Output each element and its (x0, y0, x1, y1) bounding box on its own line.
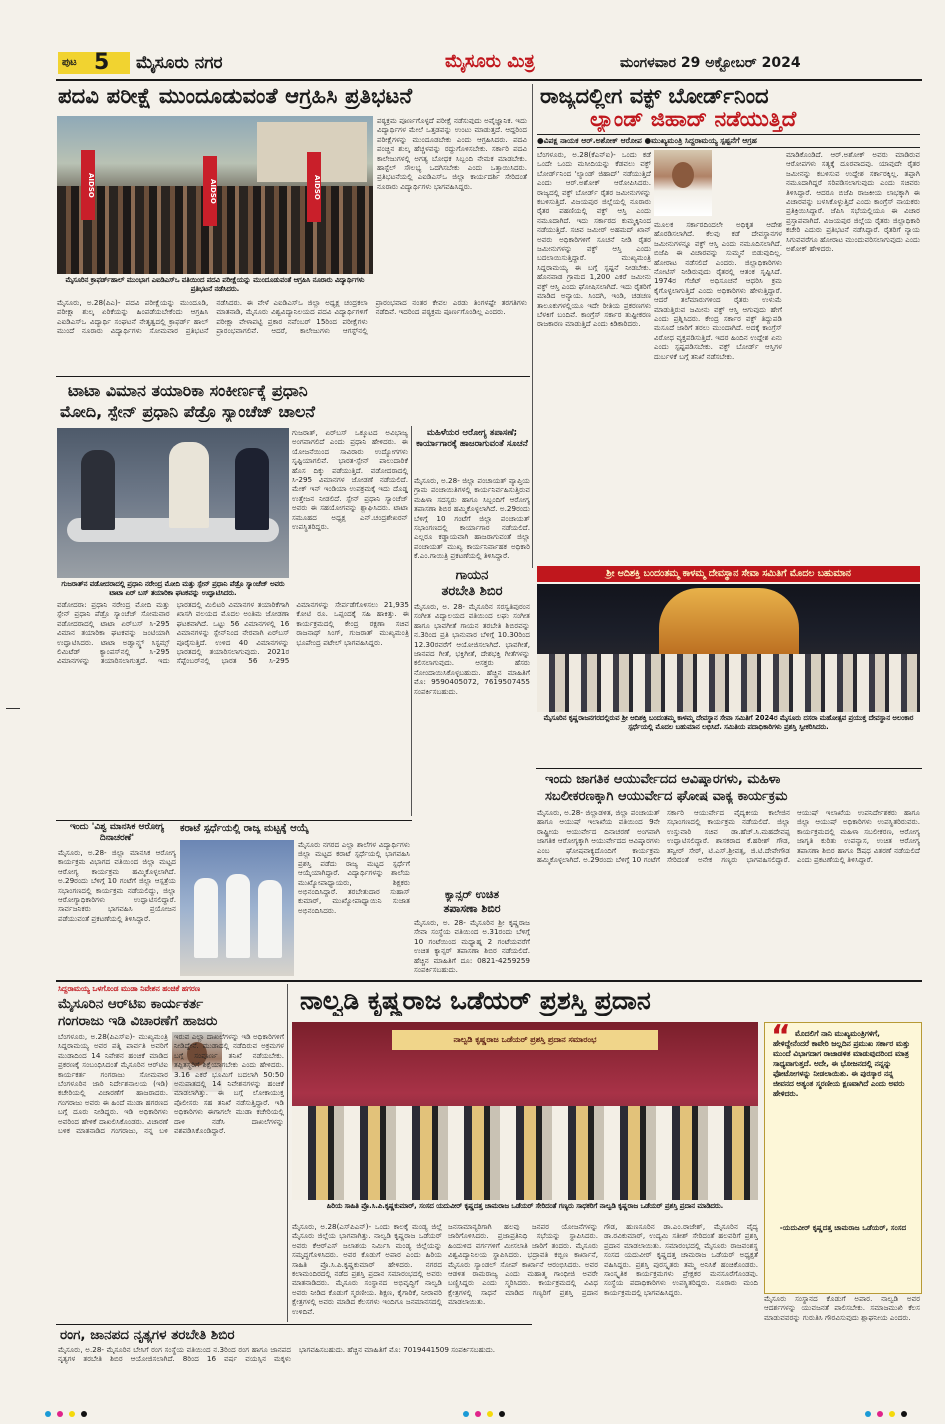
headline-muda-2: ಗಂಗರಾಜು ಇಡಿ ವಿಚಾರಣೆಗೆ ಹಾಜರು (58, 1013, 218, 1029)
person-right (235, 448, 269, 530)
person-left (81, 450, 115, 530)
divider-right-tata (411, 426, 412, 816)
waqf-col-3: ಮಾಡಿಕೊಂಡಿದೆ. ಆರ್.ಅಶೋಕ್ ಅವರು ಮಾಡಿರುವ ಆರೋಪಗಳು ಸತ್ಯಕ್ಕೆ ದೂರವಾದವು. ಯಾವುದೇ ರೈತರ ಜಮೀನನ್ನು ಕಬಳಿಸುವ ಉದ್ದೇಶ ಸರ್ಕಾರಕ್ಕಿಲ್ಲ. ತಪ್ಪಾಗಿ ನಮೂದಾಗಿದ್ದರೆ ಸರಿಪಡಿಸಲಾಗುವುದು ಎಂದು ಸಚಿವರು ತಿಳಿಸಿದ್ದಾರೆ. ಆದರೂ ಬಿಜೆಪಿ ರಾಜಕೀಯ ಲಾಭಕ್ಕಾಗಿ ಈ ವಿಚಾರವನ್ನು ಬಳಸಿಕೊಳ್ಳುತ್ತಿದೆ ಎಂದು ಕಾಂಗ್ರೆಸ್ ನಾಯಕರು ಪ್ರತಿಕ್ರಿಯಿಸಿದ್ದಾರೆ. ಜೆಪಿಸಿ ಸಭೆಯಲ್ಲಿಯೂ ಈ ವಿಚಾರ ಪ್ರಸ್ತಾಪವಾಗಿದೆ. ವಿಜಯಪುರ ಜಿಲ್ಲೆಯ ರೈತರು ಜಿಲ್ಲಾಧಿಕಾರಿ ಕಚೇರಿ ಎದುರು ಪ್ರತಿಭಟನೆ ನಡೆಸಿದ್ದಾರೆ. ರೈತರಿಗೆ ನ್ಯಾಯ ಸಿಗುವವರೆಗೂ ಹೋರಾಟ ಮುಂದುವರಿಸಲಾಗುವುದು ಎಂದು ಅಶೋಕ್ ಹೇಳಿದರು. (786, 150, 920, 254)
headline-singing-2: ತರಬೇತಿ ಶಿಬಿರ (441, 584, 503, 599)
ashok-face (672, 162, 694, 188)
column-divider (532, 84, 533, 568)
cancer-camp-body: ಮೈಸೂರು, ಅ. 28- ಮೈಸೂರಿನ ಶ್ರೀ ಕೃಷ್ಣರಾಜ ಸೇವಾ ಸಂಸ್ಥೆಯ ವತಿಯಿಂದ ಅ.31ರಂದು ಬೆಳಿಗ್ಗೆ 10 ಗಂಟೆಯಿಂದ ಮಧ್ಯಾಹ್ನ 2 ಗಂಟೆಯವರೆಗೆ ಉಚಿತ ಕ್ಯಾನ್ಸರ್ ತಪಾಸಣಾ ಶಿಬಿರ ನಡೆಯಲಿದೆ. ಹೆಚ್ಚಿನ ಮಾಹಿತಿಗೆ ದೂ: 0821-4259259 ಸಂಪರ್ಕಿಸಬಹುದು. (414, 918, 530, 975)
nalvadi-stage-banner: ನಾಲ್ವಡಿ ಕೃಷ್ಣರಾಜ ಒಡೆಯರ್ ಪ್ರಶಸ್ತಿ ಪ್ರದಾನ ಸಮಾರಂಭ (392, 1030, 658, 1050)
headline-ayurveda-2: ಸಬಲೀಕರಣಕ್ಕಾಗಿ ಆಯುರ್ವೇದ ಘೋಷ ವಾಕ್ಯ ಕಾರ್ಯಕ್ರಮ (545, 789, 788, 804)
protest-sign-3: AIDSO (307, 152, 321, 222)
masthead (50, 50, 920, 78)
headline-cancer-1: ಕ್ಯಾನ್ಸರ್ ಉಚಿತ (444, 888, 500, 901)
karate-kid-1 (194, 878, 218, 958)
edition-date: ಮಂಗಳವಾರ 29 ಅಕ್ಟೋಬರ್ 2024 (620, 55, 801, 71)
muda-body: ಬೆಂಗಳೂರು, ಅ.28(ಪಿಎಸ್‌ಐ)- ಮುಖ್ಯಮಂತ್ರಿ ಸಿದ್ದರಾಮಯ್ಯ ಅವರ ಪತ್ನಿ ಪಾರ್ವತಿ ಅವರಿಗೆ ಮುಡಾದಿಂದ 14 ನಿವೇಶನ ಹಂಚಿಕೆ ಮಾಡಿದ ಪ್ರಕರಣಕ್ಕೆ ಸಂಬಂಧಿಸಿದಂತೆ ಮೈಸೂರಿನ ಆರ್‌ಟಿಐ ಕಾರ್ಯಕರ್ತ ಗಂಗರಾಜು ಸೋಮವಾರ ಬೆಂಗಳೂರಿನ ಜಾರಿ ನಿರ್ದೇಶನಾಲಯ (ಇಡಿ) ಕಚೇರಿಯಲ್ಲಿ ವಿಚಾರಣೆಗೆ ಹಾಜರಾದರು. ಗಂಗರಾಜು ಅವರು ಈ ಹಿಂದೆ ಮುಡಾ ಹಗರಣದ ಬಗ್ಗೆ ದೂರು ನೀಡಿದ್ದರು. ಇಡಿ ಅಧಿಕಾರಿಗಳು ಅವರಿಂದ ಹೇಳಿಕೆ ದಾಖಲಿಸಿಕೊಂಡರು. ವಿಚಾರಣೆ ಬಳಿಕ ಮಾತನಾಡಿದ ಗಂಗರಾಜು, ನನ್ನ ಬಳಿ ಇರುವ ಎಲ್ಲಾ ದಾಖಲೆಗಳನ್ನು ಇಡಿ ಅಧಿಕಾರಿಗಳಿಗೆ ನೀಡಿದ್ದೇನೆ. ಮುಡಾದಲ್ಲಿ ನಡೆದಿರುವ ಅಕ್ರಮಗಳ ಬಗ್ಗೆ ಸಂಪೂರ್ಣ ತನಿಖೆ ನಡೆಯಬೇಕು. ತಪ್ಪಿತಸ್ಥರಿಗೆ ಶಿಕ್ಷೆಯಾಗಬೇಕು ಎಂದು ಹೇಳಿದರು. 3.16 ಎಕರೆ ಭೂಮಿಗೆ ಬದಲಾಗಿ 50:50 ಅನುಪಾತದಲ್ಲಿ 14 ನಿವೇಶನಗಳನ್ನು ಹಂಚಿಕೆ ಮಾಡಲಾಗಿತ್ತು. ಈ ಬಗ್ಗೆ ಲೋಕಾಯುಕ್ತ ಪೊಲೀಸರು ಸಹ ತನಿಖೆ ನಡೆಸುತ್ತಿದ್ದಾರೆ. ಇಡಿ ಅಧಿಕಾರಿಗಳು ಈಗಾಗಲೇ ಮುಡಾ ಕಚೇರಿಯಲ್ಲಿ ದಾಳಿ ನಡೆಸಿ ದಾಖಲೆಗಳನ್ನು ವಶಪಡಿಸಿಕೊಂಡಿದ್ದಾರೆ. (58, 1032, 284, 1136)
singing-camp-body: ಮೈಸೂರು, ಅ. 28- ಮೈಸೂರಿನ ಸರಸ್ವತಿಪುರಂನ ಸಂಗೀತ ವಿದ್ಯಾಲಯದ ವತಿಯಿಂದ ಲಘು ಸಂಗೀತ ಹಾಗೂ ಭಾವಗೀತೆ ಗಾಯನ ತರಬೇತಿ ಶಿಬಿರವನ್ನು ನ.3ರಿಂದ ಪ್ರತಿ ಭಾನುವಾರ ಬೆಳಿಗ್ಗೆ 10.30ರಿಂದ 12.30ರವರೆಗೆ ಆಯೋಜಿಸಲಾಗಿದೆ. ಭಾವಗೀತೆ, ಜಾನಪದ ಗೀತೆ, ಭಕ್ತಿಗೀತೆ, ದೇಶಭಕ್ತಿ ಗೀತೆಗಳನ್ನು ಕಲಿಸಲಾಗುವುದು. ಆಸಕ್ತರು ಹೆಸರು ನೋಂದಾಯಿಸಿಕೊಳ್ಳಬಹುದು. ಹೆಚ್ಚಿನ ಮಾಹಿತಿಗೆ ಮೊ: 9590405072, 7619507455 ಸಂಪರ್ಕಿಸಬಹುದು. (414, 602, 530, 696)
divider-nalvadi (287, 984, 288, 1322)
headline-singing-1: ಗಾಯನ (455, 568, 489, 583)
karate-kid-2 (226, 874, 250, 958)
karate-body: ಮೈಸೂರು ನಗರದ ಎಲ್ಲಾ ಶಾಲೆಗಳ ವಿದ್ಯಾರ್ಥಿಗಳು ಜಿಲ್ಲಾ ಮಟ್ಟದ ಕರಾಟೆ ಸ್ಪರ್ಧೆಯಲ್ಲಿ ಭಾಗವಹಿಸಿ ಪ್ರಶಸ್ತಿ ಪಡೆದು ರಾಜ್ಯ ಮಟ್ಟದ ಸ್ಪರ್ಧೆಗೆ ಆಯ್ಕೆಯಾಗಿದ್ದಾರೆ. ವಿದ್ಯಾರ್ಥಿಗಳನ್ನು ಶಾಲೆಯ ಮುಖ್ಯೋಪಾಧ್ಯಾಯರು, ಶಿಕ್ಷಕರು ಅಭಿನಂದಿಸಿದ್ದಾರೆ. ತರಬೇತುದಾರ ಸುಹಾಸ್ ಕುಮಾರ್, ಮುಖ್ಯೋಪಾಧ್ಯಾಯಿನಿ ಸುಜಾತ ಅಭಿನಂದಿಸಿದರು. (298, 840, 410, 915)
exam-protest-sidebar: ಪಠ್ಯಕ್ರಮ ಪೂರ್ಣಗೊಳ್ಳದೆ ಪರೀಕ್ಷೆ ನಡೆಸುವುದು ಅವೈಜ್ಞಾನಿಕ. ಇದು ವಿದ್ಯಾರ್ಥಿಗಳ ಮೇಲೆ ಒತ್ತಡವನ್ನು ಉಂಟು ಮಾಡುತ್ತದೆ. ಆದ್ದರಿಂದ ಪರೀಕ್ಷೆಗಳನ್ನು ಮುಂದೂಡಬೇಕು ಎಂದು ಆಗ್ರಹಿಸಿದರು. ಪದವಿ ಪಂಚ್ಚಿನ ಶುಲ್ಕ ಹೆಚ್ಚಳವನ್ನು ರದ್ದುಗೊಳಿಸಬೇಕು. ಸರ್ಕಾರಿ ಪದವಿ ಕಾಲೇಜುಗಳಲ್ಲಿ ಅಗತ್ಯ ಬೋಧಕ ಸಿಬ್ಬಂದಿ ನೇಮಕ ಮಾಡಬೇಕು. ಹಾಸ್ಟೆಲ್ ಸೌಲಭ್ಯ ಒದಗಿಸಬೇಕು ಎಂದು ಒತ್ತಾಯಿಸಿದರು. ಪ್ರತಿಭಟನೆಯಲ್ಲಿ ಎಐಡಿಎಸ್‌ಒ ಜಿಲ್ಲಾ ಕಾರ್ಯದರ್ಶಿ ಸೇರಿದಂತೆ ನೂರಾರು ವಿದ್ಯಾರ್ಥಿಗಳು ಭಾಗವಹಿಸಿದ್ದರು. (377, 116, 527, 191)
nalvadi-quote-author: -ಯದುವೀರ್ ಕೃಷ್ಣದತ್ತ ಚಾಮರಾಜ ಒಡೆಯರ್, ಸಂಸದ (779, 1223, 907, 1232)
karate-photo (180, 840, 294, 976)
protest-sign-2: AIDSO (203, 156, 217, 226)
page-number-box (58, 52, 130, 74)
headline-mental-health: ಇಂದು 'ವಿಶ್ವ ಮಾನಸಿಕ ಆರೋಗ್ಯ ದಿನಾಚರಣೆ' (69, 822, 165, 843)
rule-before-mental (56, 820, 412, 821)
nalvadi-quote-box (764, 1019, 922, 1294)
protest-caption: ಮೈಸೂರಿನ ಕ್ರಾಫರ್ಡ್‌ಹಾಲ್ ಮುಂಭಾಗ ಎಐಡಿಎಸ್‌ಒ ವತಿಯಿಂದ ಪದವಿ ಪರೀಕ್ಷೆಯನ್ನು ಮುಂದೂಡುವಂತೆ ಆಗ್ರಹಿಸಿ ನೂರಾರು ವಿದ್ಯಾರ್ಥಿಗಳು ಪ್ರತಿಭಟನೆ ನಡೆಸಿದರು. (65, 276, 365, 293)
nalvadi-caption: ಹಿರಿಯ ಸಾಹಿತಿ ಪ್ರೊ.ಸಿ.ಪಿ.ಕೃಷ್ಣಕುಮಾರ್, ಸಂಸದ ಯದುವೀರ್ ಕೃಷ್ಣದತ್ತ ಚಾಮರಾಜ ಒಡೆಯರ್ ಸೇರಿದಂತೆ ಗಣ್ಯರು ಸಾಧಕರಿಗೆ ನಾಲ್ವಡಿ ಕೃಷ್ಣರಾಜ ಒಡೆಯರ್ ಪ್ರಶಸ್ತಿ ಪ್ರದಾನ ಮಾಡಿದರು. (326, 1202, 724, 1210)
tata-caption: ಗುಜರಾತ್‌ನ ವಡೋದರಾದಲ್ಲಿ ಪ್ರಧಾನಿ ನರೇಂದ್ರ ಮೋದಿ ಮತ್ತು ಸ್ಪೇನ್ ಪ್ರಧಾನಿ ಪೆಡ್ರೊ ಸ್ಯಾಂಚೆಜ್ ಅವರು ಟಾಟಾ ಏರ್ ಬಸ್ ತಯಾರಿಕಾ ಘಟಕವನ್ನು ಉದ್ಘಾಟಿಸಿದರು. (61, 580, 285, 597)
waqf-kicker: ●ವಿಪಕ್ಷ ನಾಯಕ ಆರ್.ಅಶೋಕ್ ಆರೋಪ ●ಮುಖ್ಯಮಂತ್ರಿ ಸಿದ್ದರಾಮಯ್ಯ ಸ್ಪಷ್ಟನೆಗೆ ಆಗ್ರಹ (537, 134, 920, 148)
nalvadi-quote-text: ಮೊದಲಿಗೆ ನಾನಿ ಮುಖ್ಯಮಂತ್ರಿಗಳಿಗೆ, ಹೇಳಿದ್ದೇನೆಂದರೆ ಕಾವೇರಿ ಜಲ್ಲದಿನ ಪ್ರಮುಖ ಸರ್ಕಾರ ಮತ್ತು ಮುಂದೆ ವಿಭಾಗದಾಗ ರಾಜಾಡಳಿತ ಮಾಡುವುದರಿಂದ ಮಾತ್ರ ಸಾಧ್ಯವಾಗುತ್ತದೆ. ಅದೇ, ಈ ಭೋಜನದಲ್ಲಿ ನನ್ನನ್ನು ಫೋಟೋಗಳನ್ನು ನೀಡಲಾಯಿತು. ಈ ಪುರಸ್ಕಾರ ನನ್ನ ಜೀವನದ ಅತ್ಯಂತ ಸ್ಮರಣೀಯ ಕ್ಷಣವಾಗಿದೆ ಎಂದು ಅವರು ಹೇಳಿದರು. (773, 1029, 910, 1098)
headline-exam-protest: ಪದವಿ ಪರೀಕ್ಷೆ ಮುಂದೂಡುವಂತೆ ಆಗ್ರಹಿಸಿ ಪ್ರತಿಭಟನೆ (58, 84, 413, 108)
nalvadi-quote-continued: ಮೈಸೂರು ಸಂಸ್ಥಾನದ ಕೊಡುಗೆ ಅಪಾರ. ನಾಲ್ವಡಿ ಅವರ ಆದರ್ಶಗಳನ್ನು ಯುವಜನತೆ ಪಾಲಿಸಬೇಕು. ಸಮಾಜಮುಖಿ ಕೆಲಸ ಮಾಡುವವರನ್ನು ಗುರುತಿಸಿ ಗೌರವಿಸುವುದು ಶ್ಲಾಘನೀಯ ಎಂದರು. (764, 1294, 920, 1322)
nalvadi-col-1: ಮೈಸೂರು, ಅ.28(ಎಸ್‌ಪಿಎನ್)- ಒಂದು ಕಾಲಕ್ಕೆ ಮಂಡ್ಯ ಜಿಲ್ಲೆ ಮೈಸೂರು ಜಿಲ್ಲೆಯ ಭಾಗವಾಗಿತ್ತು. ನಾಲ್ವಡಿ ಕೃಷ್ಣರಾಜ ಒಡೆಯರ್ ಅವರು ಕೆಆರ್‌ಎಸ್ ಜಲಾಶಯ ನಿರ್ಮಿಸಿ ಮಂಡ್ಯ ಜಿಲ್ಲೆಯನ್ನು ಸಮೃದ್ಧಗೊಳಿಸಿದರು. ಅವರ ಕೊಡುಗೆ ಅಪಾರ ಎಂದು ಹಿರಿಯ ಸಾಹಿತಿ ಪ್ರೊ.ಸಿ.ಪಿ.ಕೃಷ್ಣಕುಮಾರ್ ಹೇಳಿದರು. ನಗರದ ಕಲಾಮಂದಿರದಲ್ಲಿ ನಡೆದ ಪ್ರಶಸ್ತಿ ಪ್ರದಾನ ಸಮಾರಂಭದಲ್ಲಿ ಅವರು ಮಾತನಾಡಿದರು. ಮೈಸೂರು ಸಂಸ್ಥಾನದ ಅಭಿವೃದ್ಧಿಗೆ ನಾಲ್ವಡಿ ಅವರು ನೀಡಿದ ಕೊಡುಗೆ ಸ್ಮರಣೀಯ. ಶಿಕ್ಷಣ, ಕೈಗಾರಿಕೆ, ನೀರಾವರಿ ಕ್ಷೇತ್ರಗಳಲ್ಲಿ ಅವರು ಮಾಡಿದ ಕೆಲಸಗಳು ಇಂದಿಗೂ ಜನಮಾನಸದಲ್ಲಿ ಉಳಿದಿವೆ. (292, 1222, 442, 1316)
waqf-col-1: ಬೆಂಗಳೂರು, ಅ.28(ಕೆಎನ್‌ಐ)- ಒಂದು ಕಡೆ ಒಂದೇ ಒಂದು ಮಸೀದಿಯನ್ನು ಕೆಡವಲು ವಕ್ಫ್ ಬೋರ್ಡ್‌ನಿಂದ 'ಲ್ಯಾಂಡ್ ಜಿಹಾದ್' ನಡೆಯುತ್ತಿದೆ ಎಂದು ಆರ್.ಅಶೋಕ್ ಆರೋಪಿಸಿದರು. ರಾಜ್ಯದಲ್ಲಿ ವಕ್ಫ್ ಬೋರ್ಡ್ ರೈತರ ಜಮೀನುಗಳನ್ನು ಕಬಳಿಸುತ್ತಿದೆ. ವಿಜಯಪುರ ಜಿಲ್ಲೆಯಲ್ಲಿ ನೂರಾರು ರೈತರ ಪಹಣಿಯಲ್ಲಿ ವಕ್ಫ್ ಆಸ್ತಿ ಎಂದು ನಮೂದಾಗಿದೆ. ಇದು ಸರ್ಕಾರದ ಕುಮ್ಮಕ್ಕಿನಿಂದ ನಡೆಯುತ್ತಿದೆ. ಸಚಿವ ಜಮೀರ್ ಅಹಮದ್ ಖಾನ್ ಅವರು ಅಧಿಕಾರಿಗಳಿಗೆ ಸೂಚನೆ ನೀಡಿ ರೈತರ ಜಮೀನುಗಳನ್ನು ವಕ್ಫ್ ಆಸ್ತಿ ಎಂದು ಬದಲಾಯಿಸುತ್ತಿದ್ದಾರೆ. ಮುಖ್ಯಮಂತ್ರಿ ಸಿದ್ದರಾಮಯ್ಯ ಈ ಬಗ್ಗೆ ಸ್ಪಷ್ಟನೆ ನೀಡಬೇಕು. ಹೊನವಾಡ ಗ್ರಾಮದ 1,200 ಎಕರೆ ಜಮೀನು ವಕ್ಫ್ ಆಸ್ತಿ ಎಂದು ಘೋಷಿಸಲಾಗಿದೆ. ಇದು ರೈತರಿಗೆ ಮಾಡಿದ ಅನ್ಯಾಯ. ಸಿಂದಗಿ, ಇಂಡಿ, ಚಡಚಣ ತಾಲೂಕುಗಳಲ್ಲಿಯೂ ಇದೇ ರೀತಿಯ ಪ್ರಕರಣಗಳು ಬೆಳಕಿಗೆ ಬಂದಿವೆ. ಕಾಂಗ್ರೆಸ್ ಸರ್ಕಾರ ತುಷ್ಟೀಕರಣ ರಾಜಕಾರಣ ಮಾಡುತ್ತಿದೆ ಎಂದು ಕಿಡಿಕಾರಿದರು. (537, 150, 651, 329)
waqf-col-2: ಮೂಲಕ ಸರ್ಕಾರದಿಂದಲೇ ಅಧಿಕೃತ ಆದೇಶ ಹೊರಡಿಸಲಾಗಿದೆ. ಕೆಲವು ಕಡೆ ದೇವಸ್ಥಾನಗಳ ಜಮೀನುಗಳನ್ನೂ ವಕ್ಫ್ ಆಸ್ತಿ ಎಂದು ನಮೂದಿಸಲಾಗಿದೆ. ಬಿಜೆಪಿ ಈ ವಿಚಾರವನ್ನು ಸುಮ್ಮನೆ ಬಿಡುವುದಿಲ್ಲ. ಹೋರಾಟ ನಡೆಸಲಿದೆ ಎಂದರು. ಜಿಲ್ಲಾಧಿಕಾರಿಗಳು ನೋಟಿಸ್ ನೀಡಿರುವುದು ರೈತರಲ್ಲಿ ಆತಂಕ ಸೃಷ್ಟಿಸಿದೆ. 1974ರ ಗೆಜೆಟ್ ಅಧಿಸೂಚನೆ ಆಧರಿಸಿ ಕ್ರಮ ಕೈಗೊಳ್ಳಲಾಗುತ್ತಿದೆ ಎಂದು ಅಧಿಕಾರಿಗಳು ಹೇಳುತ್ತಿದ್ದಾರೆ. ಆದರೆ ತಲೆಮಾರುಗಳಿಂದ ರೈತರು ಉಳುಮೆ ಮಾಡುತ್ತಿರುವ ಜಮೀನು ವಕ್ಫ್ ಆಸ್ತಿ ಆಗುವುದು ಹೇಗೆ ಎಂದು ಪ್ರಶ್ನಿಸಿದರು. ಕೇಂದ್ರ ಸರ್ಕಾರ ವಕ್ಫ್ ತಿದ್ದುಪಡಿ ಮಸೂದೆ ಜಾರಿಗೆ ತರಲು ಮುಂದಾಗಿದೆ. ಅದಕ್ಕೆ ಕಾಂಗ್ರೆಸ್ ವಿರೋಧ ವ್ಯಕ್ತಪಡಿಸುತ್ತಿದೆ. ಇದರ ಹಿಂದಿನ ಉದ್ದೇಶ ಏನು ಎಂದು ಸ್ಪಷ್ಟಪಡಿಸಬೇಕು. ವಕ್ಫ್ ಬೋರ್ಡ್ ಆಸ್ತಿಗಳ ದುರ್ಬಳಕೆ ಬಗ್ಗೆ ತನಿಖೆ ನಡೆಸಬೇಕು. (654, 220, 782, 361)
page-label: ಪುಟ (62, 57, 77, 68)
mental-health-body: ಮೈಸೂರು, ಅ.28- ಜಿಲ್ಲಾ ಮಾನಸಿಕ ಆರೋಗ್ಯ ಕಾರ್ಯಕ್ರಮ ವಿಭಾಗದ ವತಿಯಿಂದ ಜಿಲ್ಲಾ ಮಟ್ಟದ ಆರೋಗ್ಯ ಕಾರ್ಯಕ್ರಮ ಹಮ್ಮಿಕೊಳ್ಳಲಾಗಿದೆ. ಅ.29ರಂದು ಬೆಳಿಗ್ಗೆ 10 ಗಂಟೆಗೆ ಜಿಲ್ಲಾ ಆಸ್ಪತ್ರೆಯ ಸಭಾಂಗಣದಲ್ಲಿ ಕಾರ್ಯಕ್ರಮ ನಡೆಯಲಿದ್ದು, ಜಿಲ್ಲಾ ಆರೋಗ್ಯಾಧಿಕಾರಿಗಳು ಉದ್ಘಾಟಿಸಲಿದ್ದಾರೆ. ಸಾರ್ವಜನಿಕರು ಭಾಗವಹಿಸಿ ಪ್ರಯೋಜನ ಪಡೆಯುವಂತೆ ಪ್ರಕಟಣೆಯಲ್ಲಿ ತಿಳಿಸಿದ್ದಾರೆ. (58, 848, 176, 923)
rule-before-ayurveda (536, 768, 922, 769)
headline-waqf-2: ಲ್ಯಾಂಡ್ ಜಿಹಾದ್ ನಡೆಯುತ್ತಿದೆ (590, 107, 797, 131)
headline-karate: ಕರಾಟೆ ಸ್ಪರ್ಧೆಯಲ್ಲಿ ರಾಜ್ಯ ಮಟ್ಟಕ್ಕೆ ಆಯ್ಕೆ (180, 823, 309, 834)
headline-muda-1: ಮೈಸೂರಿನ ಆರ್‌ಟಿಐ ಕಾರ್ಯಕರ್ತ (58, 996, 204, 1012)
cmyk-dots-right (865, 1411, 907, 1417)
protest-photo (57, 116, 373, 274)
temple-banner: ಶ್ರೀ ಆದಿಶಕ್ತಿ ಬಂದಂತಮ್ಮ ಕಾಳಮ್ಮ ದೇವಸ್ಥಾನ ಸೇವಾ ಸಮಿತಿಗೆ ಮೊದಲ ಬಹುಮಾನ (537, 566, 920, 582)
registration-dots (20, 1409, 925, 1419)
protest-sign-1: AIDSO (81, 150, 95, 220)
rule-before-muda (56, 980, 922, 982)
exam-protest-body: ಮೈಸೂರು, ಅ.28(ಪಿಎ)- ಪದವಿ ಪರೀಕ್ಷೆಯನ್ನು ಮುಂದೂಡಿ, ಪರೀಕ್ಷಾ ಶುಲ್ಕ ಏರಿಕೆಯನ್ನು ಹಿಂಪಡೆಯಬೇಕೆಂದು ಆಗ್ರಹಿಸಿ ಎಐಡಿಎಸ್‌ಒ ವಿದ್ಯಾರ್ಥಿ ಸಂಘಟನೆ ನೇತೃತ್ವದಲ್ಲಿ ಕ್ರಾಫರ್ಡ್ ಹಾಲ್ ಮುಂದೆ ನೂರಾರು ವಿದ್ಯಾರ್ಥಿಗಳು ಸೋಮವಾರ ಪ್ರತಿಭಟನೆ ನಡೆಸಿದರು. ಈ ವೇಳೆ ಎಐಡಿಎಸ್‌ಒ ಜಿಲ್ಲಾ ಅಧ್ಯಕ್ಷ ಚಂದ್ರಕಲಾ ಮಾತನಾಡಿ, ಮೈಸೂರು ವಿಶ್ವವಿದ್ಯಾನಿಲಯದ ಪದವಿ ವಿದ್ಯಾರ್ಥಿಗಳಿಗೆ ಪರೀಕ್ಷಾ ವೇಳಾಪಟ್ಟಿ ಪ್ರಕಾರ ನವೆಂಬರ್ 15ರಿಂದ ಪರೀಕ್ಷೆಗಳು ಪ್ರಾರಂಭವಾಗಲಿವೆ. ಆದರೆ, ಕಾಲೇಜುಗಳು ಆಗಸ್ಟ್‌ನಲ್ಲಿ ಪ್ರಾರಂಭವಾದ ನಂತರ ಕೇವಲ ಎರಡು ತಿಂಗಳಷ್ಟೇ ತರಗತಿಗಳು ನಡೆದಿವೆ. ಇದರಿಂದ ಪಠ್ಯಕ್ರಮ ಪೂರ್ಣಗೊಂಡಿಲ್ಲ ಎಂದರು. (57, 298, 527, 336)
section-name: ಮೈಸೂರು ನಗರ (136, 53, 223, 73)
ayurveda-body: ಮೈಸೂರು, ಅ.28- ಜಿಲ್ಲಾಡಳಿತ, ಜಿಲ್ಲಾ ಪಂಚಾಯತ್ ಹಾಗೂ ಆಯುಷ್ ಇಲಾಖೆಯ ವತಿಯಿಂದ 9ನೇ ರಾಷ್ಟ್ರೀಯ ಆಯುರ್ವೇದ ದಿನಾಚರಣೆ ಅಂಗವಾಗಿ ಜಾಗತಿಕ ಆರೋಗ್ಯಕ್ಕಾಗಿ ಆಯುರ್ವೇದದ ಆವಿಷ್ಕಾರಗಳು ಎಂಬ ಘೋಷವಾಕ್ಯದೊಂದಿಗೆ ಕಾರ್ಯಕ್ರಮ ಹಮ್ಮಿಕೊಳ್ಳಲಾಗಿದೆ. ಅ.29ರಂದು ಬೆಳಿಗ್ಗೆ 10 ಗಂಟೆಗೆ ಸರ್ಕಾರಿ ಆಯುರ್ವೇದ ವೈದ್ಯಕೀಯ ಕಾಲೇಜಿನ ಸಭಾಂಗಣದಲ್ಲಿ ಕಾರ್ಯಕ್ರಮ ನಡೆಯಲಿದೆ. ಜಿಲ್ಲಾ ಉಸ್ತುವಾರಿ ಸಚಿವ ಡಾ.ಹೆಚ್.ಸಿ.ಮಹದೇವಪ್ಪ ಉದ್ಘಾಟಿಸಲಿದ್ದಾರೆ. ಶಾಸಕರಾದ ಕೆ.ಹರೀಶ್ ಗೌಡ, ತನ್ವೀರ್ ಸೇಠ್, ಟಿ.ಎಸ್.ಶ್ರೀವತ್ಸ, ಜಿ.ಟಿ.ದೇವೇಗೌಡ ಸೇರಿದಂತೆ ಅನೇಕ ಗಣ್ಯರು ಭಾಗವಹಿಸಲಿದ್ದಾರೆ. ಆಯುಷ್ ಇಲಾಖೆಯ ಉಪನಿರ್ದೇಶಕರು ಹಾಗೂ ಜಿಲ್ಲಾ ಆಯುಷ್ ಅಧಿಕಾರಿಗಳು ಉಪಸ್ಥಿತರಿರುವರು. ಕಾರ್ಯಕ್ರಮದಲ್ಲಿ ಮಹಿಳಾ ಸಬಲೀಕರಣ, ಆರೋಗ್ಯ ಜಾಗೃತಿ ಕುರಿತು ಉಪನ್ಯಾಸ, ಉಚಿತ ಆರೋಗ್ಯ ತಪಾಸಣಾ ಶಿಬಿರ ಹಾಗೂ ಔಷಧ ವಿತರಣೆ ನಡೆಯಲಿದೆ ಎಂದು ಪ್ರಕಟಣೆಯಲ್ಲಿ ತಿಳಿಸಿದ್ದಾರೆ. (537, 808, 920, 865)
nalvadi-stage-photo (292, 1022, 758, 1200)
masthead-rule (56, 79, 922, 81)
nalvadi-col-3: ಗೌಡ, ಹುಣಸೂರಿನ ಡಾ.ಎಂ.ರಾಜೇಶ್, ಮೈಸೂರಿನ ವೈದ್ಯ ಡಾ.ರವಿಕುಮಾರ್, ಉದ್ಯಮಿ ಸತೀಶ್ ಸೇರಿದಂತೆ ಹಲವರಿಗೆ ಪ್ರಶಸ್ತಿ ಪ್ರದಾನ ಮಾಡಲಾಯಿತು. ಸಮಾರಂಭದಲ್ಲಿ ಮೈಸೂರು ರಾಜವಂಶಸ್ಥ ಸಂಸದ ಯದುವೀರ್ ಕೃಷ್ಣದತ್ತ ಚಾಮರಾಜ ಒಡೆಯರ್ ಅಧ್ಯಕ್ಷತೆ ವಹಿಸಿದ್ದರು. ಪ್ರಶಸ್ತಿ ಪುರಸ್ಕೃತರು ತಮ್ಮ ಅನಿಸಿಕೆ ಹಂಚಿಕೊಂಡರು. ಸಾಂಸ್ಕೃತಿಕ ಕಾರ್ಯಕ್ರಮಗಳು ಪ್ರೇಕ್ಷಕರ ಮನಸೂರೆಗೊಂಡವು. ಸಂಸ್ಥೆಯ ಪದಾಧಿಕಾರಿಗಳು ಉಪಸ್ಥಿತರಿದ್ದರು. ನೂರಾರು ಮಂದಿ ಕಾರ್ಯಕ್ರಮದಲ್ಲಿ ಭಾಗವಹಿಸಿದ್ದರು. (604, 1222, 758, 1297)
crop-mark-left (6, 708, 20, 709)
tata-body: ವಡೋದರಾ: ಪ್ರಧಾನಿ ನರೇಂದ್ರ ಮೋದಿ ಮತ್ತು ಸ್ಪೇನ್ ಪ್ರಧಾನಿ ಪೆಡ್ರೊ ಸ್ಯಾಂಚೆಜ್ ಸೋಮವಾರ ವಡೋದರಾದಲ್ಲಿ ಟಾಟಾ ಏರ್‌ಬಸ್ ಸಿ-295 ವಿಮಾನ ತಯಾರಿಕಾ ಘಟಕವನ್ನು ಜಂಟಿಯಾಗಿ ಉದ್ಘಾಟಿಸಿದರು. ಟಾಟಾ ಅಡ್ವಾನ್ಸ್ಡ್ ಸಿಸ್ಟಮ್ಸ್ ಲಿಮಿಟೆಡ್ ಕ್ಯಾಂಪಸ್‌ನಲ್ಲಿ ಸಿ-295 ವಿಮಾನಗಳನ್ನು ತಯಾರಿಸಲಾಗುತ್ತದೆ. ಇದು ಭಾರತದಲ್ಲಿ ಮಿಲಿಟರಿ ವಿಮಾನಗಳ ತಯಾರಿಕೆಗಾಗಿ ಖಾಸಗಿ ವಲಯದ ಮೊದಲ ಅಂತಿಮ ಜೋಡಣಾ ಘಟಕವಾಗಿದೆ. ಒಟ್ಟು 56 ವಿಮಾನಗಳಲ್ಲಿ 16 ವಿಮಾನಗಳನ್ನು ಸ್ಪೇನ್‌ನಿಂದ ನೇರವಾಗಿ ಏರ್‌ಬಸ್ ಪೂರೈಸುತ್ತಿದೆ. ಉಳಿದ 40 ವಿಮಾನಗಳನ್ನು ಭಾರತದಲ್ಲಿ ತಯಾರಿಸಲಾಗುವುದು. 2021ರ ಸೆಪ್ಟೆಂಬರ್‌ನಲ್ಲಿ ಭಾರತ 56 ಸಿ-295 ವಿಮಾನಗಳನ್ನು ಸೇರ್ಪಡೆಗೊಳಿಸಲು 21,935 ಕೋಟಿ ರೂ. ಒಪ್ಪಂದಕ್ಕೆ ಸಹಿ ಹಾಕಿತ್ತು. ಈ ಕಾರ್ಯಕ್ರಮದಲ್ಲಿ ಕೇಂದ್ರ ರಕ್ಷಣಾ ಸಚಿವ ರಾಜನಾಥ್ ಸಿಂಗ್, ಗುಜರಾತ್ ಮುಖ್ಯಮಂತ್ರಿ ಭೂಪೇಂದ್ರ ಪಟೇಲ್ ಭಾಗವಹಿಸಿದ್ದರು. (57, 600, 409, 666)
health-check-body: ಮೈಸೂರು, ಅ.28- ಜಿಲ್ಲಾ ಪಂಚಾಯತ್ ವ್ಯಾಪ್ತಿಯ ಗ್ರಾಮ ಪಂಚಾಯಿತಿಗಳಲ್ಲಿ ಕಾರ್ಯನಿರ್ವಹಿಸುತ್ತಿರುವ ಮಹಿಳಾ ಸದಸ್ಯರು ಹಾಗೂ ಸಿಬ್ಬಂದಿಗೆ ಆರೋಗ್ಯ ತಪಾಸಣಾ ಶಿಬಿರ ಹಮ್ಮಿಕೊಳ್ಳಲಾಗಿದೆ. ಅ.29ರಂದು ಬೆಳಿಗ್ಗೆ 10 ಗಂಟೆಗೆ ಜಿಲ್ಲಾ ಪಂಚಾಯತ್ ಸಭಾಂಗಣದಲ್ಲಿ ಕಾರ್ಯಾಗಾರ ನಡೆಯಲಿದೆ. ಎಲ್ಲರೂ ಕಡ್ಡಾಯವಾಗಿ ಹಾಜರಾಗುವಂತೆ ಜಿಲ್ಲಾ ಪಂಚಾಯತ್ ಮುಖ್ಯ ಕಾರ್ಯನಿರ್ವಾಹಕ ಅಧಿಕಾರಿ ಕೆ.ಎಂ.ಗಾಯಿತ್ರಿ ಪ್ರಕಟಣೆಯಲ್ಲಿ ತಿಳಿಸಿದ್ದಾರೆ. (414, 476, 530, 561)
headline-health-check: ಮಹಿಳೆಯರ ಆರೋಗ್ಯ ತಪಾಸಣೆ; ಕಾರ್ಯಾಗಾರಕ್ಕೆ ಹಾಜರಾಗುವಂತೆ ಸೂಚನೆ (416, 428, 528, 449)
nalvadi-dignitaries (292, 1106, 758, 1200)
dance-camp-body: ಮೈಸೂರು, ಅ.28- ಮೈಸೂರಿನ ಬೇಸಿಗೆ ರಂಗ ಸಂಸ್ಥೆಯ ವತಿಯಿಂದ ನ.3ರಿಂದ ರಂಗ ಹಾಗೂ ಜಾನಪದ ನೃತ್ಯಗಳ ತರಬೇತಿ ಶಿಬಿರ ಆಯೋಜಿಸಲಾಗಿದೆ. 8ರಿಂದ 16 ವರ್ಷ ವಯಸ್ಸಿನ ಮಕ್ಕಳು ಭಾಗವಹಿಸಬಹುದು. ಹೆಚ್ಚಿನ ಮಾಹಿತಿಗೆ ಮೊ: 7019441509 ಸಂಪರ್ಕಿಸಬಹುದು. (58, 1345, 496, 1364)
cmyk-dots-left (45, 1411, 87, 1417)
rule-after-exam (56, 376, 530, 377)
headline-nalvadi: ನಾಲ್ವಡಿ ಕೃಷ್ಣರಾಜ ಒಡೆಯರ್ ಪ್ರಶಸ್ತಿ ಪ್ರದಾನ (300, 986, 651, 1015)
temple-caption: ಮೈಸೂರಿನ ಕೃಷ್ಣರಾಜನಗರದಲ್ಲಿರುವ ಶ್ರೀ ಆದಿಶಕ್ತಿ ಬಂದಂತಮ್ಮ ಕಾಳಮ್ಮ ದೇವಸ್ಥಾನ ಸೇವಾ ಸಮಿತಿಗೆ 2024ರ ಮೈಸೂರು ದಸರಾ ಮಹೋತ್ಸವ ಪ್ರಯುಕ್ತ ದೇವಸ್ಥಾನ ಅಲಂಕಾರ ಸ್ಪರ್ಧೆಯಲ್ಲಿ ಮೊದಲ ಬಹುಮಾನ ಲಭಿಸಿದೆ. ಸಮಿತಿಯ ಪದಾಧಿಕಾರಿಗಳು ಪ್ರಶಸ್ತಿ ಸ್ವೀಕರಿಸಿದರು. (543, 714, 914, 731)
rule-before-dance (56, 1324, 532, 1325)
temple-photo (537, 584, 920, 712)
tata-plant-photo (57, 428, 289, 578)
headline-cancer-2: ತಪಾಸಣಾ ಶಿಬಿರ (443, 902, 501, 915)
headline-tata-2: ಮೋದಿ, ಸ್ಪೇನ್ ಪ್ರಧಾನಿ ಪೆಡ್ರೊ ಸ್ಯಾಂಚೆಜ್ ಚಾಲನೆ (60, 402, 315, 421)
registration-marks (20, 1404, 925, 1414)
temple-group (537, 654, 920, 712)
headline-dance-camp: ರಂಗ, ಜಾನಪದ ನೃತ್ಯಗಳ ತರಬೇತಿ ಶಿಬಿರ (60, 1327, 235, 1343)
quote-mark-icon: “ (771, 1019, 791, 1054)
headline-tata-1: ಟಾಟಾ ವಿಮಾನ ತಯಾರಿಕಾ ಸಂಕೀರ್ಣಕ್ಕೆ ಪ್ರಧಾನಿ (68, 381, 308, 400)
tata-sidebar: ಗುಜರಾತ್, ಏರ್‌ಬಸ್ ಒಕ್ಕೂಟದ ಅವಿಭಾಜ್ಯ ಅಂಗವಾಗಲಿದೆ ಎಂದು ಪ್ರಧಾನಿ ಹೇಳಿದರು. ಈ ಯೋಜನೆಯಿಂದ ಸಾವಿರಾರು ಉದ್ಯೋಗಗಳು ಸೃಷ್ಟಿಯಾಗಲಿವೆ. ಭಾರತ-ಸ್ಪೇನ್ ಪಾಲುದಾರಿಕೆ ಹೊಸ ದಿಕ್ಕು ಪಡೆಯುತ್ತಿದೆ. ವಡೋದರಾದಲ್ಲಿ ಸಿ-295 ವಿಮಾನಗಳ ಜೋಡಣೆ ನಡೆಯಲಿದೆ. ಮೇಕ್ ಇನ್ ಇಂಡಿಯಾ ಉಪಕ್ರಮಕ್ಕೆ ಇದು ದೊಡ್ಡ ಉತ್ತೇಜನ ನೀಡಲಿದೆ. ಸ್ಪೇನ್ ಪ್ರಧಾನಿ ಸ್ಯಾಂಚೆಜ್ ಅವರು ಈ ಸಹಯೋಗವನ್ನು ಶ್ಲಾಘಿಸಿದರು. ಟಾಟಾ ಸಮೂಹದ ಅಧ್ಯಕ್ಷ ಎನ್.ಚಂದ್ರಶೇಖರನ್ ಉಪಸ್ಥಿತರಿದ್ದರು. (292, 428, 408, 532)
temple-shrine (659, 588, 799, 660)
karate-kid-3 (258, 880, 282, 958)
nalvadi-col-2: ಜನಸಾಮಾನ್ಯರಿಗಾಗಿ ಹಲವು ಜನಪರ ಯೋಜನೆಗಳನ್ನು ಜಾರಿಗೊಳಿಸಿದರು. ಪ್ರಜಾಪ್ರತಿನಿಧಿ ಸಭೆಯನ್ನು ಸ್ಥಾಪಿಸಿದರು. ಹಿಂದುಳಿದ ವರ್ಗಗಳಿಗೆ ಮೀಸಲಾತಿ ಜಾರಿಗೆ ತಂದರು. ಮೈಸೂರು ವಿಶ್ವವಿದ್ಯಾನಿಲಯ ಸ್ಥಾಪಿಸಿದರು. ಭದ್ರಾವತಿ ಕಬ್ಬಿಣ ಕಾರ್ಖಾನೆ, ಮೈಸೂರು ಸ್ಯಾಂಡಲ್ ಸೋಪ್ ಕಾರ್ಖಾನೆ ಆರಂಭಿಸಿದರು. ಅವರ ಆಡಳಿತ ರಾಮರಾಜ್ಯ ಎಂದು ಮಹಾತ್ಮ ಗಾಂಧೀಜಿ ಅವರೇ ಬಣ್ಣಿಸಿದ್ದರು ಎಂದು ಸ್ಮರಿಸಿದರು. ಕಾರ್ಯಕ್ರಮದಲ್ಲಿ ವಿವಿಧ ಕ್ಷೇತ್ರಗಳಲ್ಲಿ ಸಾಧನೆ ಮಾಡಿದ ಗಣ್ಯರಿಗೆ ಪ್ರಶಸ್ತಿ ಪ್ರದಾನ ಮಾಡಲಾಯಿತು. (448, 1222, 598, 1307)
newspaper-name: ಮೈಸೂರು ಮಿತ್ರ (445, 51, 535, 72)
headline-waqf-1: ರಾಜ್ಯದಲ್ಲೀಗ ವಕ್ಫ್ ಬೋರ್ಡ್‌ನಿಂದ (540, 84, 769, 108)
muda-kicker: ಸಿದ್ದರಾಮಯ್ಯ ಒಳಗೊಂಡ ಮುಡಾ ನಿವೇಶನ ಹಂಚಿಕೆ ಹಗರಣ (58, 984, 201, 993)
page-number: 5 (94, 50, 110, 75)
ashok-portrait (654, 150, 712, 216)
headline-ayurveda-1: ಇಂದು ಜಾಗತಿಕ ಆಯುರ್ವೇದದ ಆವಿಷ್ಕಾರಗಳು, ಮಹಿಳಾ (545, 772, 781, 787)
cmyk-dots-center (463, 1411, 505, 1417)
person-center (169, 442, 209, 528)
